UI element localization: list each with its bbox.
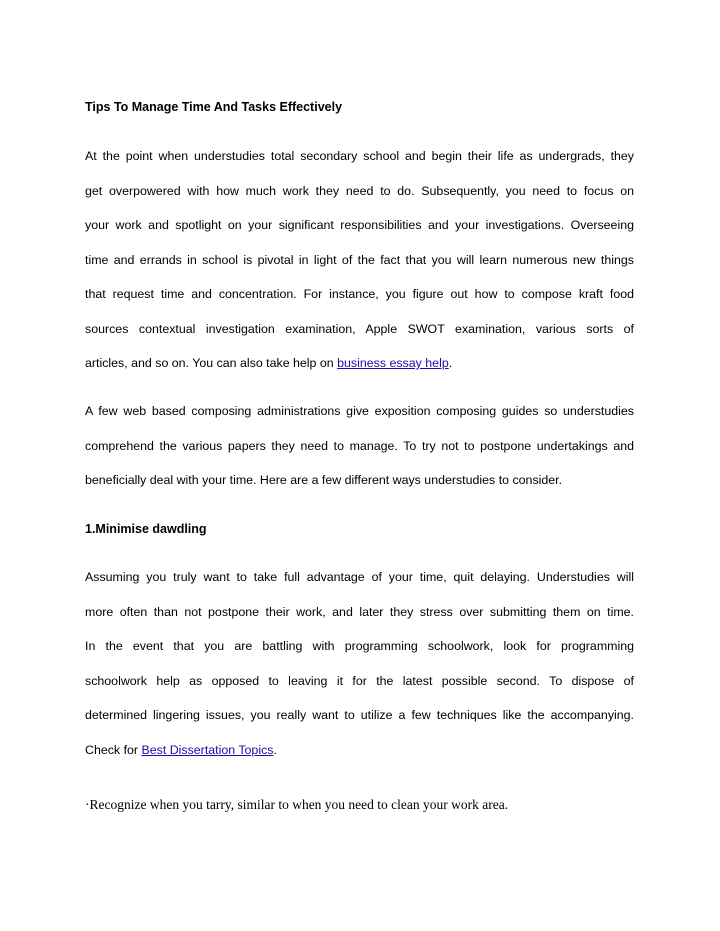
paragraph-line: comprehend the various papers they need to manage. To try not to postpone undertakings and	[85, 438, 634, 453]
paragraph-line: schoolwork help as opposed to leaving it for the latest possible second. To dispose of	[85, 673, 634, 688]
paragraph-services	[85, 394, 634, 498]
paragraph-line: that request time and concentration. For instance, you figure out how to compose kraft food	[85, 287, 634, 301]
best-dissertation-topics-link[interactable]: Best Dissertation Topics	[141, 742, 274, 757]
line-text: .	[273, 742, 277, 757]
paragraph-line: time and errands in school is pivotal in light of the fact that you will learn numerous new things	[85, 252, 634, 267]
paragraph-line: sources contextual investigation examination, Apple SWOT examination, various sorts of	[85, 321, 634, 336]
paragraph-line: more often than not postpone their work, and later they stress over submitting them on time.	[85, 604, 634, 619]
line-text: articles, and so on. You can also take help on	[85, 356, 338, 370]
line-text: .	[448, 356, 453, 370]
paragraph-last-line	[85, 733, 634, 768]
bullet-item	[85, 796, 508, 814]
paragraph-line: your work and spotlight on your significant responsibilities and your investigations. Overseeing	[85, 218, 634, 232]
paragraph-last-line	[85, 346, 634, 381]
paragraph-line: beneficially deal with your time. Here are a few different ways understudies to consider.	[85, 473, 563, 487]
paragraph-procrastination	[85, 560, 634, 767]
bullet-marker: ·	[85, 797, 90, 812]
business-essay-help-link[interactable]: business essay help	[337, 356, 449, 370]
paragraph-line: In the event that you are battling with programming schoolwork, look for programming	[85, 639, 634, 653]
document-title: Tips To Manage Time And Tasks Effectively	[85, 100, 343, 114]
section-heading: 1.Minimise dawdling	[85, 522, 207, 536]
bullet-text: Recognize when you tarry, similar to when you need to clean your work area.	[89, 797, 509, 812]
line-text: Check for	[85, 742, 142, 757]
paragraph-line: get overpowered with how much work they need to do. Subsequently, you need to focus on	[85, 183, 634, 198]
paragraph-line: At the point when understudies total secondary school and begin their life as undergrads, they	[85, 149, 634, 163]
paragraph-line: determined lingering issues, you really want to utilize a few techniques like the accompanying.	[85, 708, 634, 722]
paragraph-line: A few web based composing administrations give exposition composing guides so understudies	[85, 404, 634, 418]
paragraph-intro	[85, 139, 634, 381]
paragraph-line: Assuming you truly want to take full advantage of your time, quit delaying. Understudies will	[85, 570, 634, 584]
